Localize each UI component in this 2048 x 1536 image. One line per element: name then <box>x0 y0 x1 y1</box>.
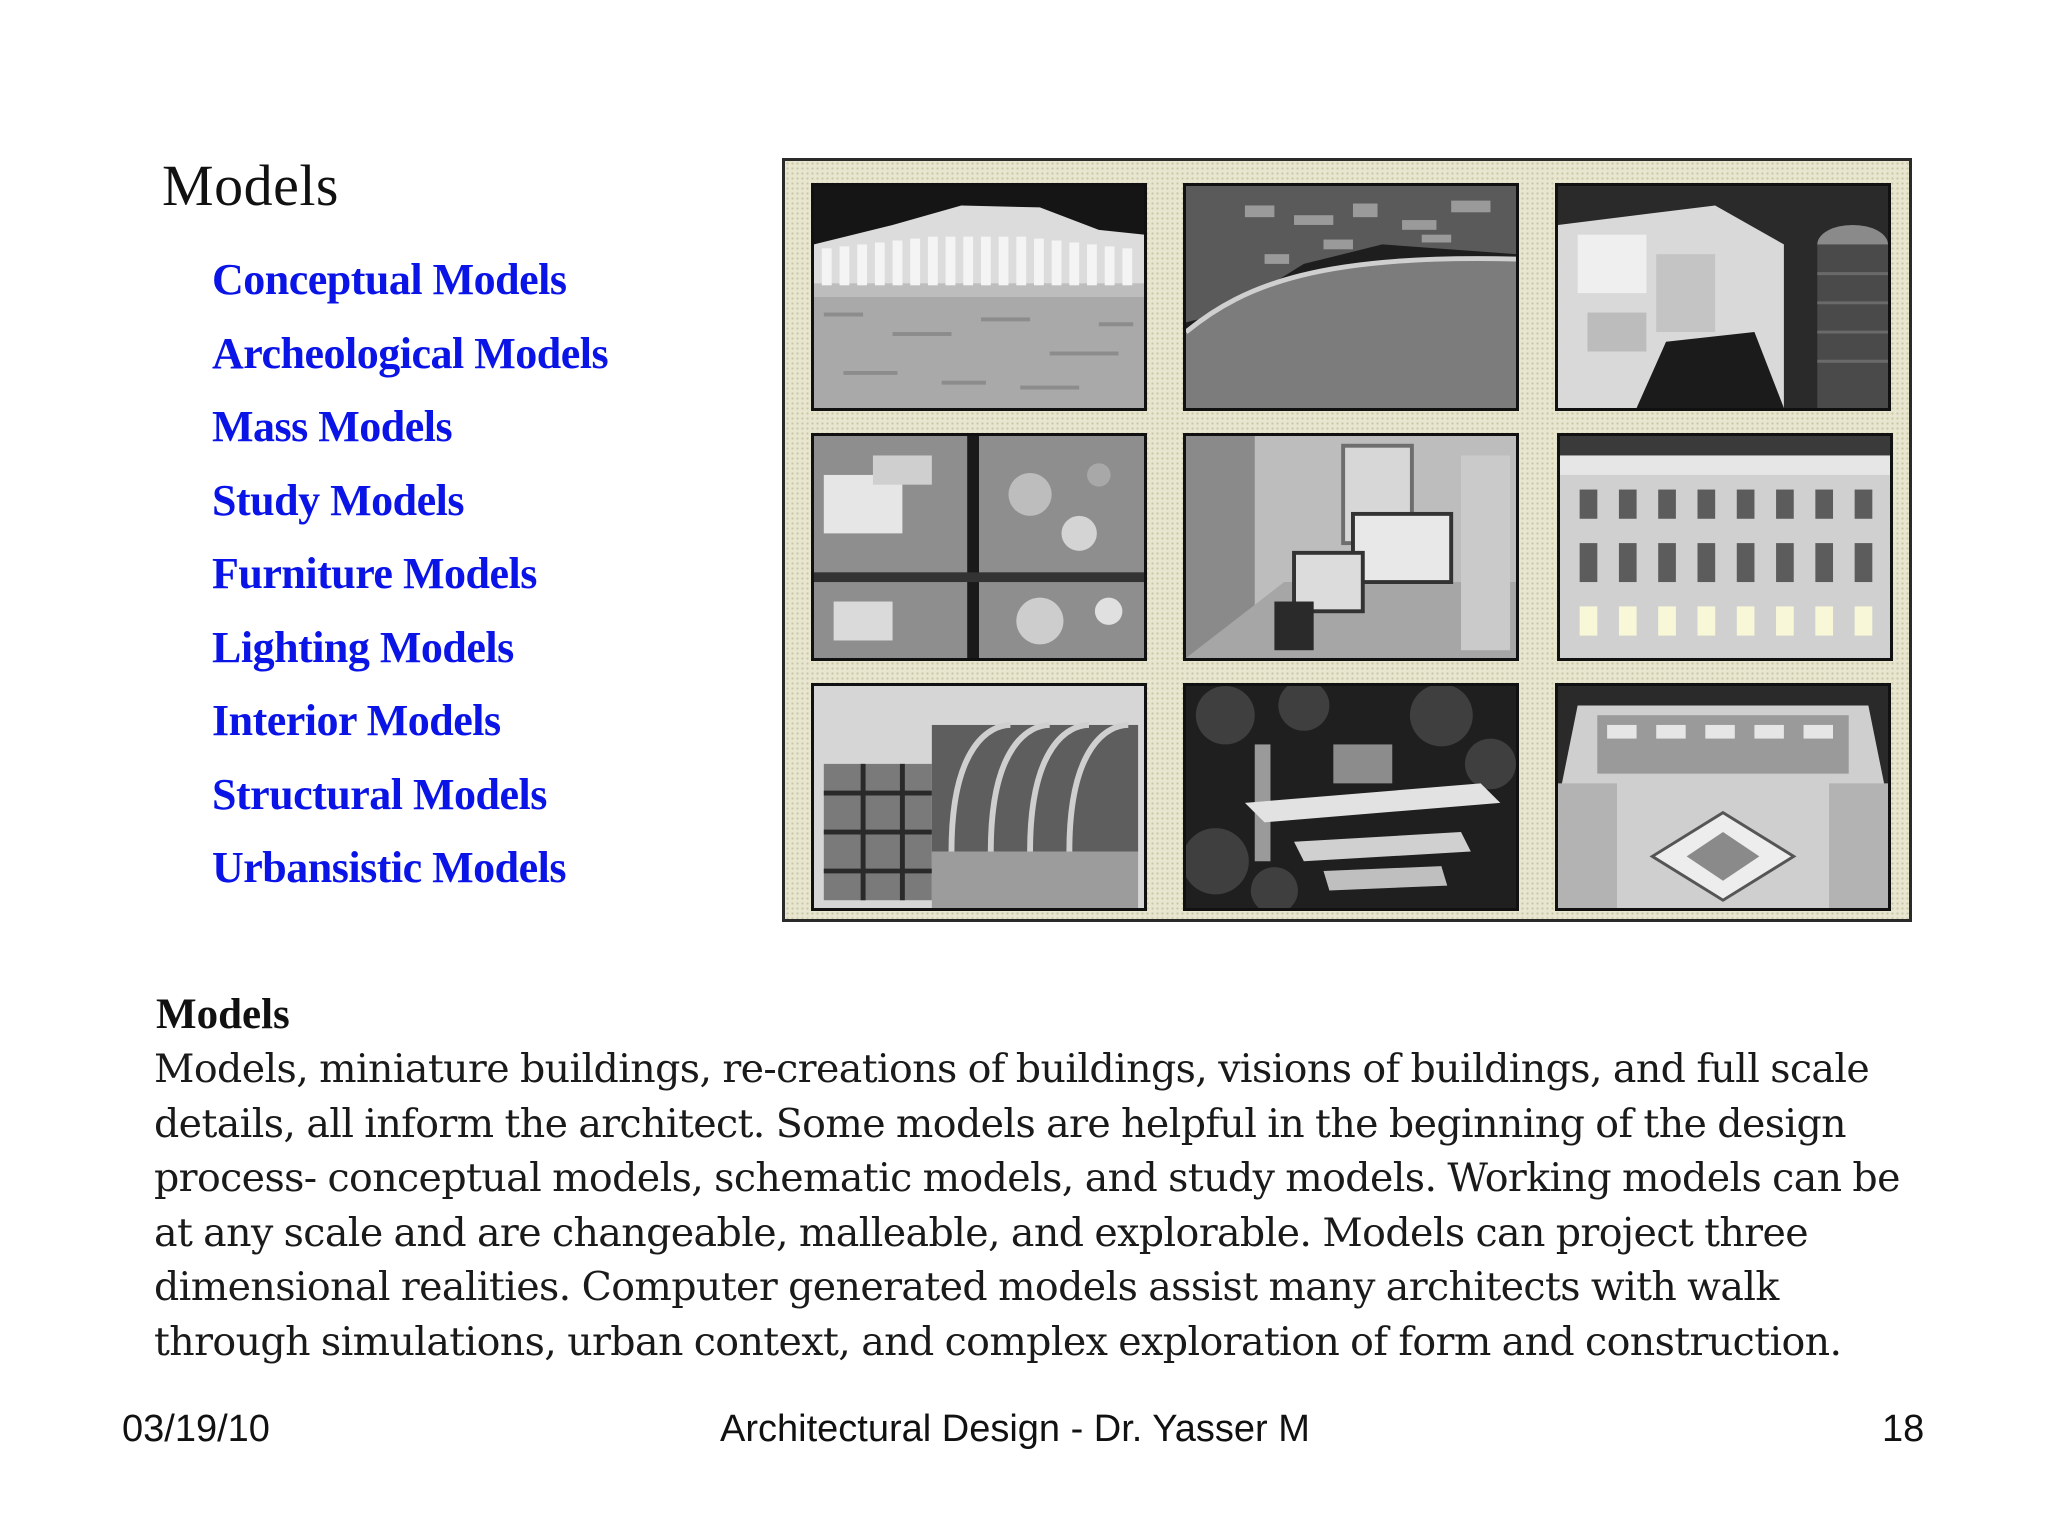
model-types-list <box>212 250 608 912</box>
model-photo-collage <box>782 158 1912 922</box>
list-item: Study Models <box>212 475 464 525</box>
archeological-site-model-icon <box>1183 183 1519 411</box>
interior-study-model-icon <box>1183 433 1519 661</box>
footer-title: Architectural Design - Dr. Yasser M <box>720 1408 1310 1450</box>
page-number: 18 <box>1882 1408 1925 1450</box>
footer-date: 03/19/10 <box>122 1408 270 1450</box>
list-item: Conceptual Models <box>212 255 567 304</box>
list-item: Interior Models <box>212 696 501 745</box>
slide-title: Models <box>162 153 339 218</box>
list-item: Mass Models <box>212 402 453 451</box>
body-paragraph: Models, miniature buildings, re-creations of buildings, visions of buildings, and full scale details, all inform the architect. Some models are helpful in the beginning of the design process- conceptual models, schematic models, and study models. Working models can be at any scale and are changeable, malleable, and explorable. Models can project three dimensional realities. Computer generated models assist many architects with walk through simulations, urban context, and complex exploration of form and construction. <box>154 1046 1900 1365</box>
structural-model-icon <box>811 683 1147 911</box>
list-item: Lighting Models <box>212 622 514 672</box>
list-item: Urbansistic Models <box>212 843 566 892</box>
classical-temple-model-icon <box>811 183 1147 411</box>
lit-facade-model-icon <box>1557 433 1893 661</box>
mass-model-icon <box>1555 183 1891 411</box>
list-item: Archeological Models <box>212 328 609 378</box>
site-plan-model-icon <box>811 433 1147 661</box>
cantilever-house-model-icon <box>1183 683 1519 911</box>
list-item: Furniture Models <box>212 549 537 598</box>
list-item: Structural Models <box>212 769 547 819</box>
section-heading: Models <box>156 991 290 1038</box>
urban-plaza-model-icon <box>1555 683 1891 911</box>
